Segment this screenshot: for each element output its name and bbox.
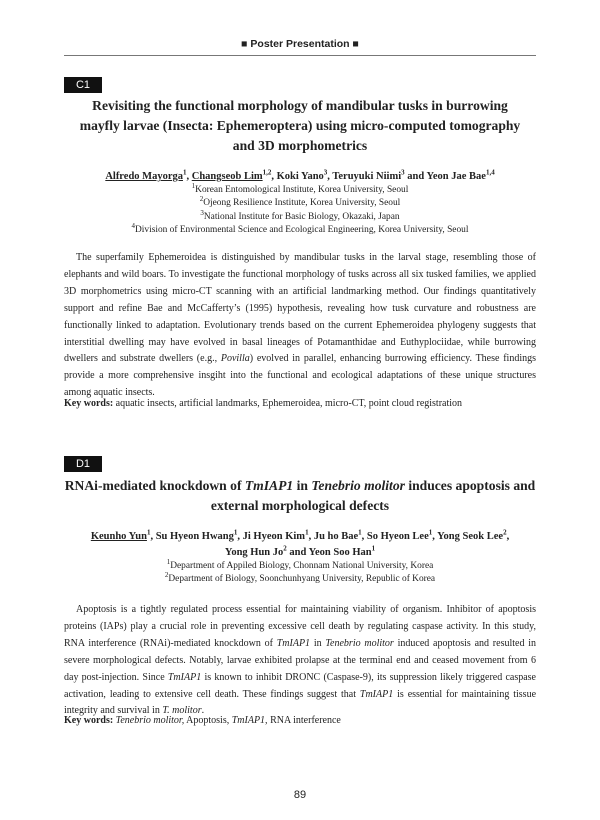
header-divider xyxy=(64,55,536,56)
abstract-tag-c1: C1 xyxy=(64,77,102,93)
abstract-title-c1: Revisiting the functional morphology of mandibular tusks in burrowing mayfly larvae (Insecta: Ephemeroptera) using micro-computed tomography and 3D morphometrics xyxy=(79,98,521,153)
abstract-body-c1: The superfamily Ephemeroidea is distinguished by mandibular tusks in the larval stage, resembling those of elephants and wild boars. To investigate the functional morphology of tusks across all six tusked families, we applied 3D morphometrics using micro-CT scanning with an artificial landmarking method. Our findings quantitatively support and refine Bae and McCafferty’s (1995) hypothesis, revealing how tusk curvature and robustness are functionally linked to adaptation. Evolutionary trends based on the current Ephemeroidea phylogeny suggests that interstitial dwelling may have evolved in basal lineages of Potamanthidae and Euthyplociidae, while burrowing dwellers and substrate dwellers (e.g., Povilla) evolved in parallel, enhancing burrowing efficiency. These findings provide a more comprehensive insgiht into the functional and ecological adaptations of these unique structures among aquatic insects. xyxy=(64,252,536,399)
keywords-d1: Key words: Tenebrio molitor, Apoptosis, TmIAP1, RNA interference xyxy=(64,715,341,726)
abstract-title-d1: RNAi-mediated knockdown of TmIAP1 in Tenebrio molitor induces apoptosis and external morphological defects xyxy=(64,478,536,513)
author-list-c1: Alfredo Mayorga$^1$, Changseob Lim$^{1,2}$, Koki Yano$^3$, Teruyuki Niimi$^3$ and Yeon Jae Bae$^{1,4}$ xyxy=(105,168,495,182)
section-header: ■ Poster Presentation ■ xyxy=(241,38,359,50)
affiliations-c1: $^1$Korean Entomological Institute, Korea University, Seoul $^2$Ojeong Resilience Institute, Korea University, Seoul $^3$National Institute for Basic Biology, Okazaki, Japan $^4$Division of Environmental Science and Ecological Engineering, Korea University, Seoul xyxy=(131,181,469,236)
page-number: 89 xyxy=(293,789,307,801)
author-list-d1: Keunho Yun$^1$, Su Hyeon Hwang$^1$, Ji Hyeon Kim$^1$, Ju ho Bae$^1$, So Hyeon Lee$^1$, Yong Seok Lee$^2$, Yong Hun Jo$^2$ and Yeon Soo Han$^1$ xyxy=(90,528,510,558)
affiliations-d1: $^1$Department of Appiled Biology, Chonnam National University, Korea $^2$Department of Biology, Soonchunhyang University, Republic of Korea xyxy=(164,557,436,585)
abstract-tag-d1: D1 xyxy=(64,456,102,472)
abstract-body-d1: Apoptosis is a tightly regulated process essential for maintaining viability of organism. Inhibitor of apoptosis proteins (IAPs) play a crucial role in preventing excessive cell death by regulating caspase activity. In this study, RNA interference (RNAi)-mediated knockdown of TmIAP1 in Tenebrio molitor induced apoptosis and resulted in severe morphological defects. Notably, larvae exhibited prolapse at the terminal end and ceased movement from 6 day post-injection. Since TmIAP1 is known to inhibit DRONC (Caspase-9), its suppression likely triggered caspase activation, leading to extensive cell death. These findings suggest that TmIAP1 is essential for maintaining tissue integrity and survival in T. molitor. xyxy=(64,604,537,717)
keywords-c1: Key words: aquatic insects, artificial landmarks, Ephemeroidea, micro-CT, point cloud registration xyxy=(64,398,463,409)
